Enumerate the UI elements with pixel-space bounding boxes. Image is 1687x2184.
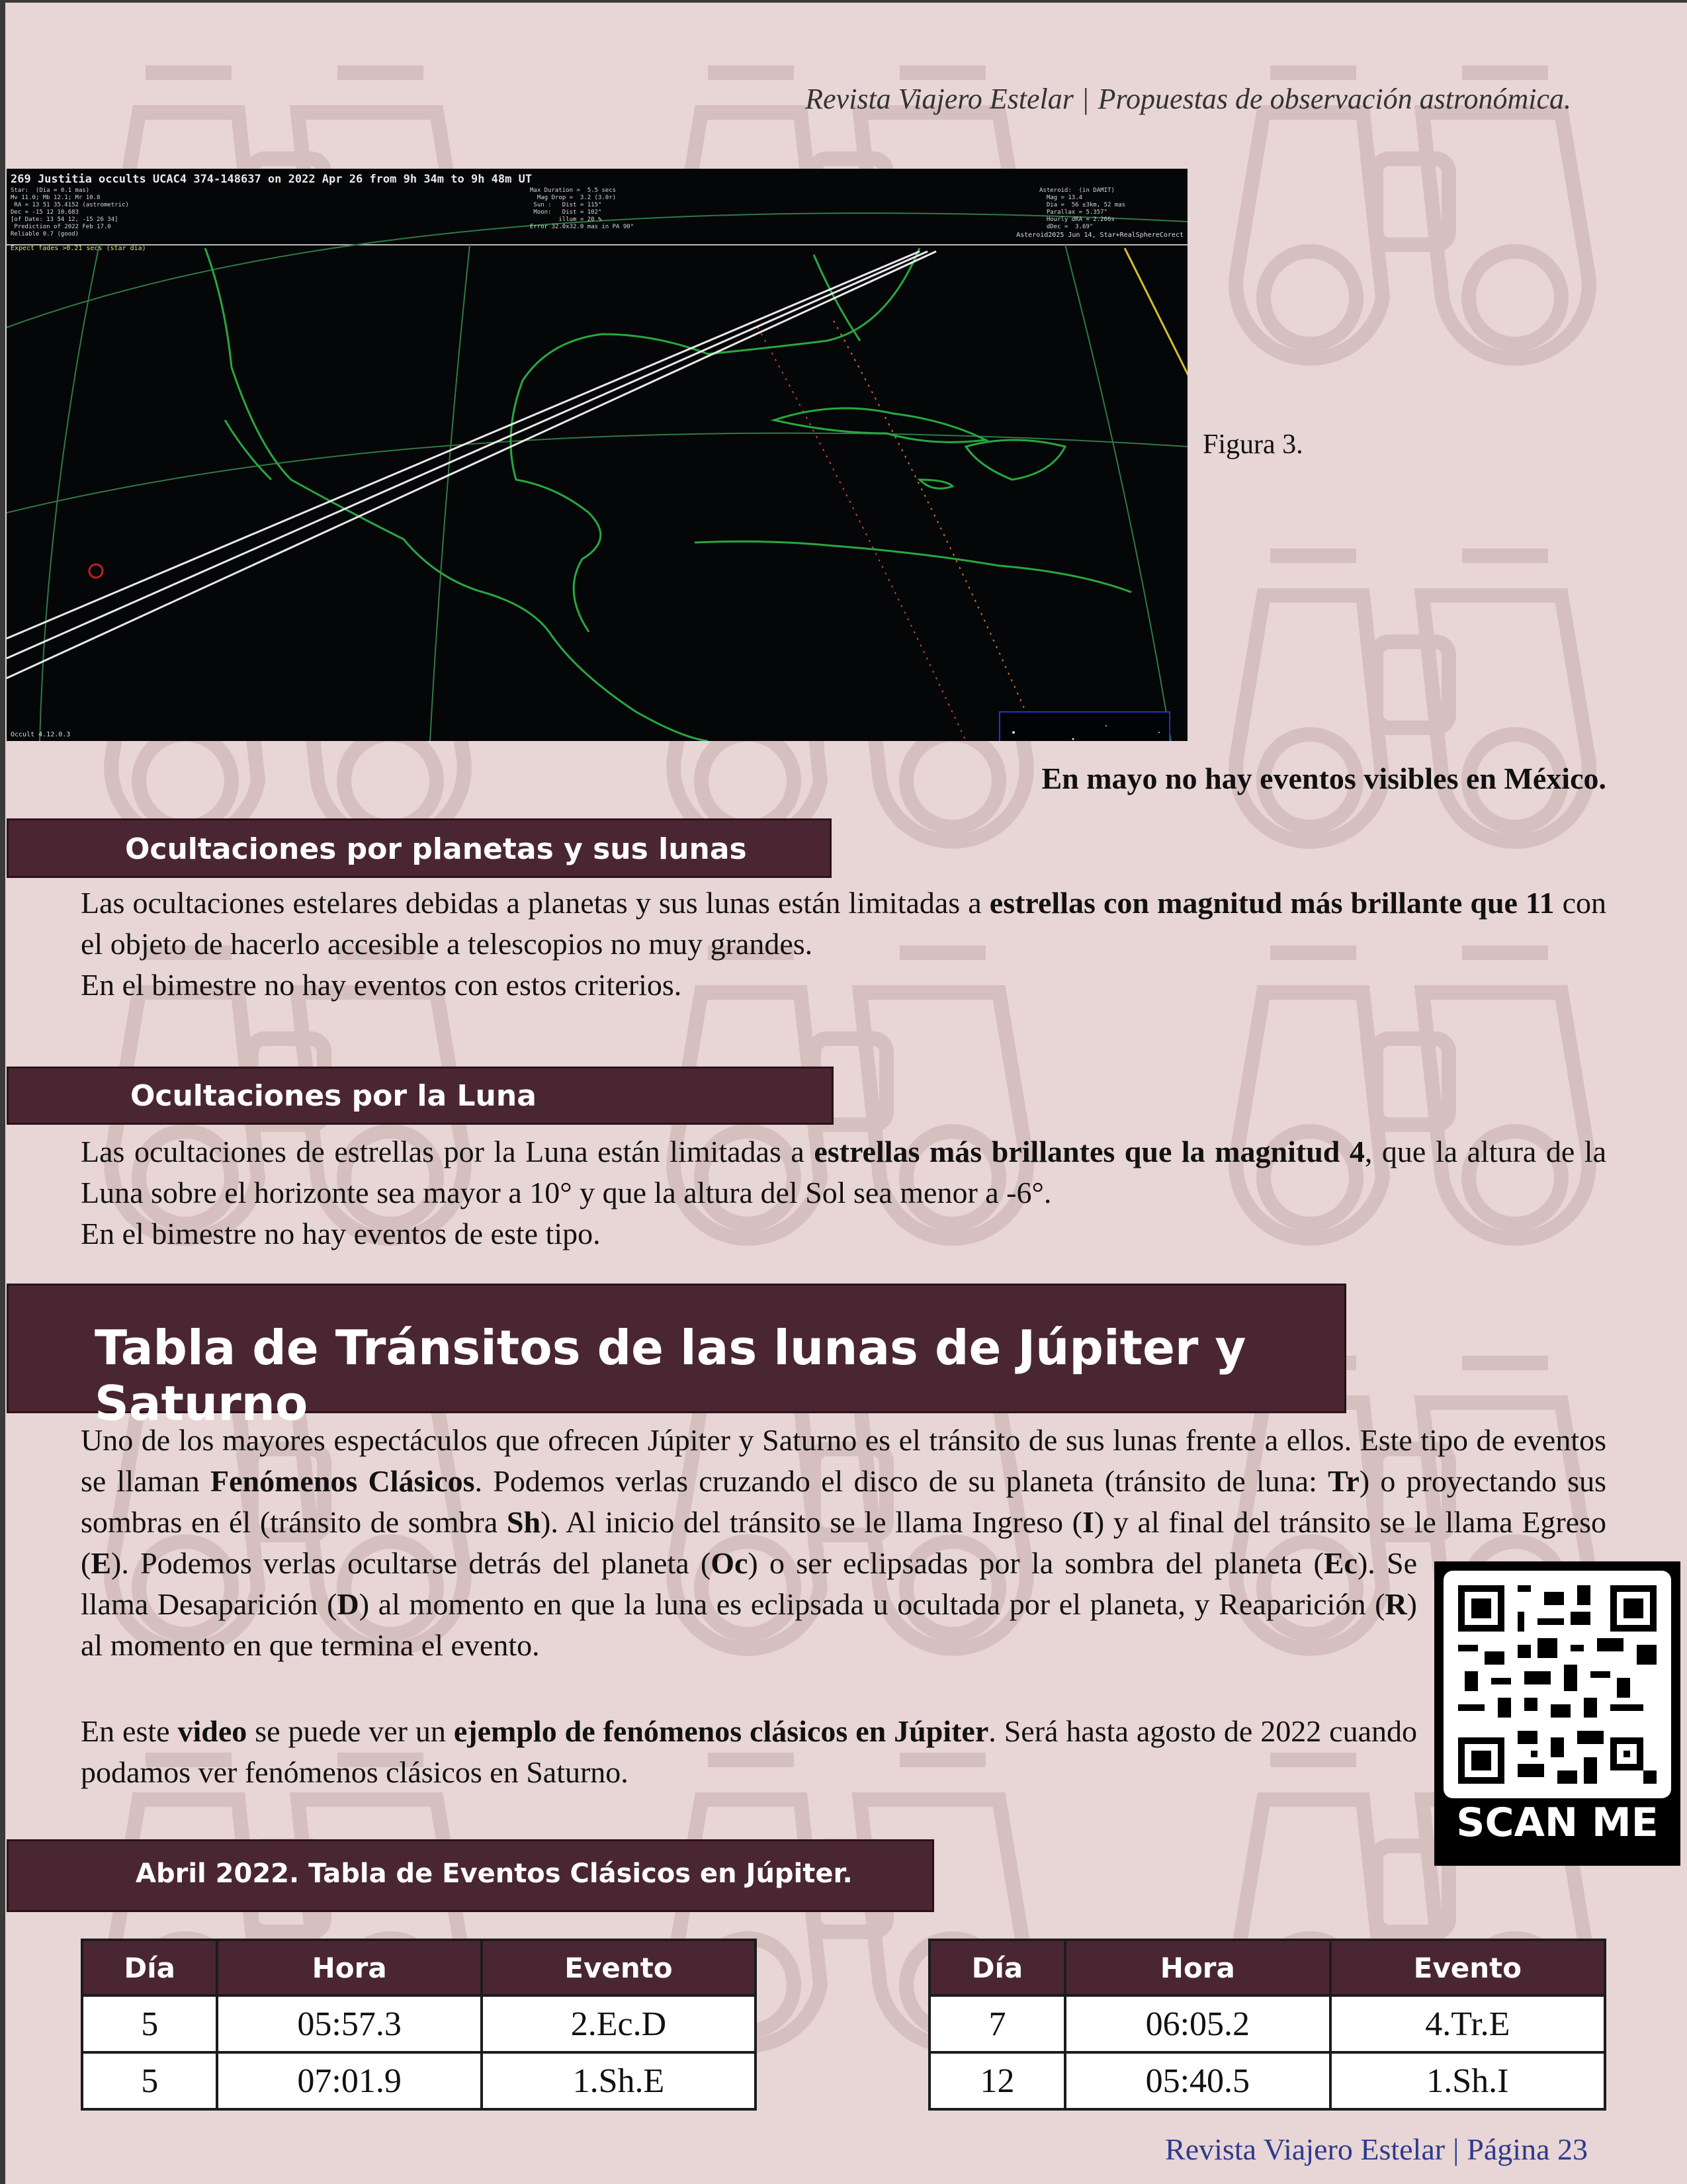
star-field [1000,713,1169,741]
figure-title: 269 Justitia occults UCAC4 374-148637 on 2022 Apr 26 from 9h 34m to 9h 48m UT [11,173,533,186]
section-heading-events-table: Abril 2022. Tabla de Eventos Clásicos en Júpiter. [7,1839,934,1912]
header-magazine: Revista Viajero Estelar [805,83,1074,115]
moon-paragraph [81,1131,1606,1254]
cell-day: 5 [82,2052,217,2109]
transits-bold: Sh [506,1505,541,1539]
transits-bold: Oc [711,1546,748,1580]
video-link[interactable]: video [177,1714,247,1748]
transits-text: ) o ser eclipsadas por la sombra del planeta ( [748,1546,1324,1580]
transits-text: . Podemos verlas cruzando el disco de su planeta (tránsito de luna: [474,1464,1328,1498]
cell-event: 1.Sh.E [482,2052,756,2109]
cell-day: 7 [930,1995,1065,2052]
table-row [82,2052,756,2109]
figure-expect: Expect fades >0.21 secs (star dia) [11,245,146,252]
footer-page-number: Página 23 [1467,2132,1588,2166]
transits-bold: Fenómenos Clásicos [210,1464,475,1498]
transits-bold: E [91,1546,112,1580]
star-field-inset [999,711,1170,741]
transits-text: Uno de los mayores espectáculos que ofrecen Júpiter y Saturno es el tránsito de sus lunas frente a ellos. Este tipo de eventos se llaman [81,1423,1606,1498]
planets-text-d: En el bimestre no hay eventos con estos criterios. [81,968,682,1002]
header-separator: | [1082,83,1089,115]
transits-bold: Tr [1328,1464,1360,1498]
cell-day: 5 [82,1995,217,2052]
occultation-map-figure [7,169,1188,741]
table-header-row [82,1940,756,1995]
moon-text-b: estrellas más brillantes que la magnitud 4 [814,1135,1365,1168]
transits-bold: D [337,1587,359,1621]
section-heading-transits: Tabla de Tránsitos de las lunas de Júpiter y Saturno [7,1284,1346,1413]
cell-time: 05:40.5 [1065,2052,1330,2109]
transits-text: ) o proyectando sus sombras en él (tránsito de sombra [81,1464,1606,1539]
planets-paragraph [81,883,1606,1006]
figure-version: Occult 4.12.0.3 [11,731,71,738]
col-header-time: Hora [1065,1940,1330,1995]
transits-text: ) al momento en que la luna es eclipsada u ocultada por el planeta, y Reaparición ( [359,1587,1385,1621]
figure-info-block [11,173,1185,252]
section-heading-moon: Ocultaciones por la Luna [7,1067,834,1125]
qr-code-icon [1444,1571,1671,1798]
planets-text-b: estrellas con magnitud más brillante que 11 [989,886,1555,920]
running-header [728,82,1571,116]
video-text: En este [81,1714,178,1748]
col-header-day: Día [930,1940,1065,1995]
cell-time: 07:01.9 [217,2052,482,2109]
transits-text: ). Se llama Desaparición ( [81,1546,1417,1621]
moon-text-a: Las ocultaciones de estrellas por la Luna están limitadas a [81,1135,814,1168]
col-header-time: Hora [217,1940,482,1995]
table-row [930,1995,1605,2052]
transits-bold: Ec [1323,1546,1358,1580]
running-footer [1032,2132,1588,2167]
qr-code-block[interactable] [1434,1561,1680,1866]
transits-text: ) y al final del tránsito se le llama Egreso ( [81,1505,1606,1580]
figure-info-mid: Max Duration = 5.5 secs Mag Drop = 3.2 (3.0r) Sun : Dist = 115° Moon: Dist = 102° illum = 20 % Error 32.0x32.0 mas in PA 90° [530,187,634,230]
table-row [930,2052,1605,2109]
qr-scan-label: SCAN ME [1456,1800,1659,1846]
may-note: En mayo no hay eventos visibles en México. [1041,762,1606,795]
events-table-right [928,1939,1606,2111]
moon-text-c: , que la altura de la Luna sobre el horizonte sea mayor a 10° y que la altura del Sol sea menor a -6°. [81,1135,1606,1209]
cell-time: 06:05.2 [1065,1995,1330,2052]
col-header-event: Evento [482,1940,756,1995]
planets-text-a: Las ocultaciones estelares debidas a planetas y sus lunas están limitadas a [81,886,990,920]
planets-text-c: con el objeto de hacerlo accesible a telescopios no muy grandes. [81,886,1607,961]
video-text: . Será hasta agosto de 2022 cuando podamos ver fenómenos clásicos en Saturno. [81,1714,1417,1789]
figure-info-left: Star: (Dia = 0.1 mas) Mv 11.0; Mb 12.1; Mr 10.8 RA = 13 51 35.4152 (astrometric) Dec = -15 12 10.683 [of Date: 13 54 12, -15 26 34] Prediction of 2022 Feb 17.0 Reliable 0.7 (good) [11,187,129,238]
figure-caption: Figura 3. [1203,429,1303,460]
transits-bold: I [1082,1505,1094,1539]
cell-event: 2.Ec.D [482,1995,756,2052]
figure-info-right: Asteroid: (in DAMIT) Mag = 13.4 Dia = 56 ±3km, 52 mas Parallax = 5.357" Hourly dRA = 2.266s dDec = 3.69" [1039,187,1126,230]
section-heading-planets: Ocultaciones por planetas y sus lunas [7,818,832,878]
footer-magazine: Revista Viajero Estelar [1165,2132,1446,2166]
transits-text: ) al momento en que termina el evento. [81,1587,1417,1662]
moon-text-d: En el bimestre no hay eventos de este tipo. [81,1217,601,1250]
cell-time: 05:57.3 [217,1995,482,2052]
table-header-row [930,1940,1605,1995]
cell-event: 4.Tr.E [1330,1995,1605,2052]
transits-text: ). Al inicio del tránsito se le llama Ingreso ( [541,1505,1082,1539]
header-section: Propuestas de observación astronómica. [1098,83,1571,115]
occultation-map [7,169,1188,741]
video-text: se puede ver un [247,1714,454,1748]
video-paragraph [81,1711,1417,1793]
col-header-day: Día [82,1940,217,1995]
qr-code-pattern [1458,1585,1657,1784]
transits-text: ). Podemos verlas ocultarse detrás del planeta ( [111,1546,711,1580]
cell-day: 12 [930,2052,1065,2109]
video-bold: ejemplo de fenómenos clásicos en Júpiter [453,1714,989,1748]
events-table-left [81,1939,757,2111]
transits-bold: R [1385,1587,1407,1621]
figure-credit: Asteroid2025 Jun 14, Star+RealSphereCorect [1016,232,1184,239]
cell-event: 1.Sh.I [1330,2052,1605,2109]
footer-separator: | [1453,2132,1459,2166]
col-header-event: Evento [1330,1940,1605,1995]
table-row [82,1995,756,2052]
